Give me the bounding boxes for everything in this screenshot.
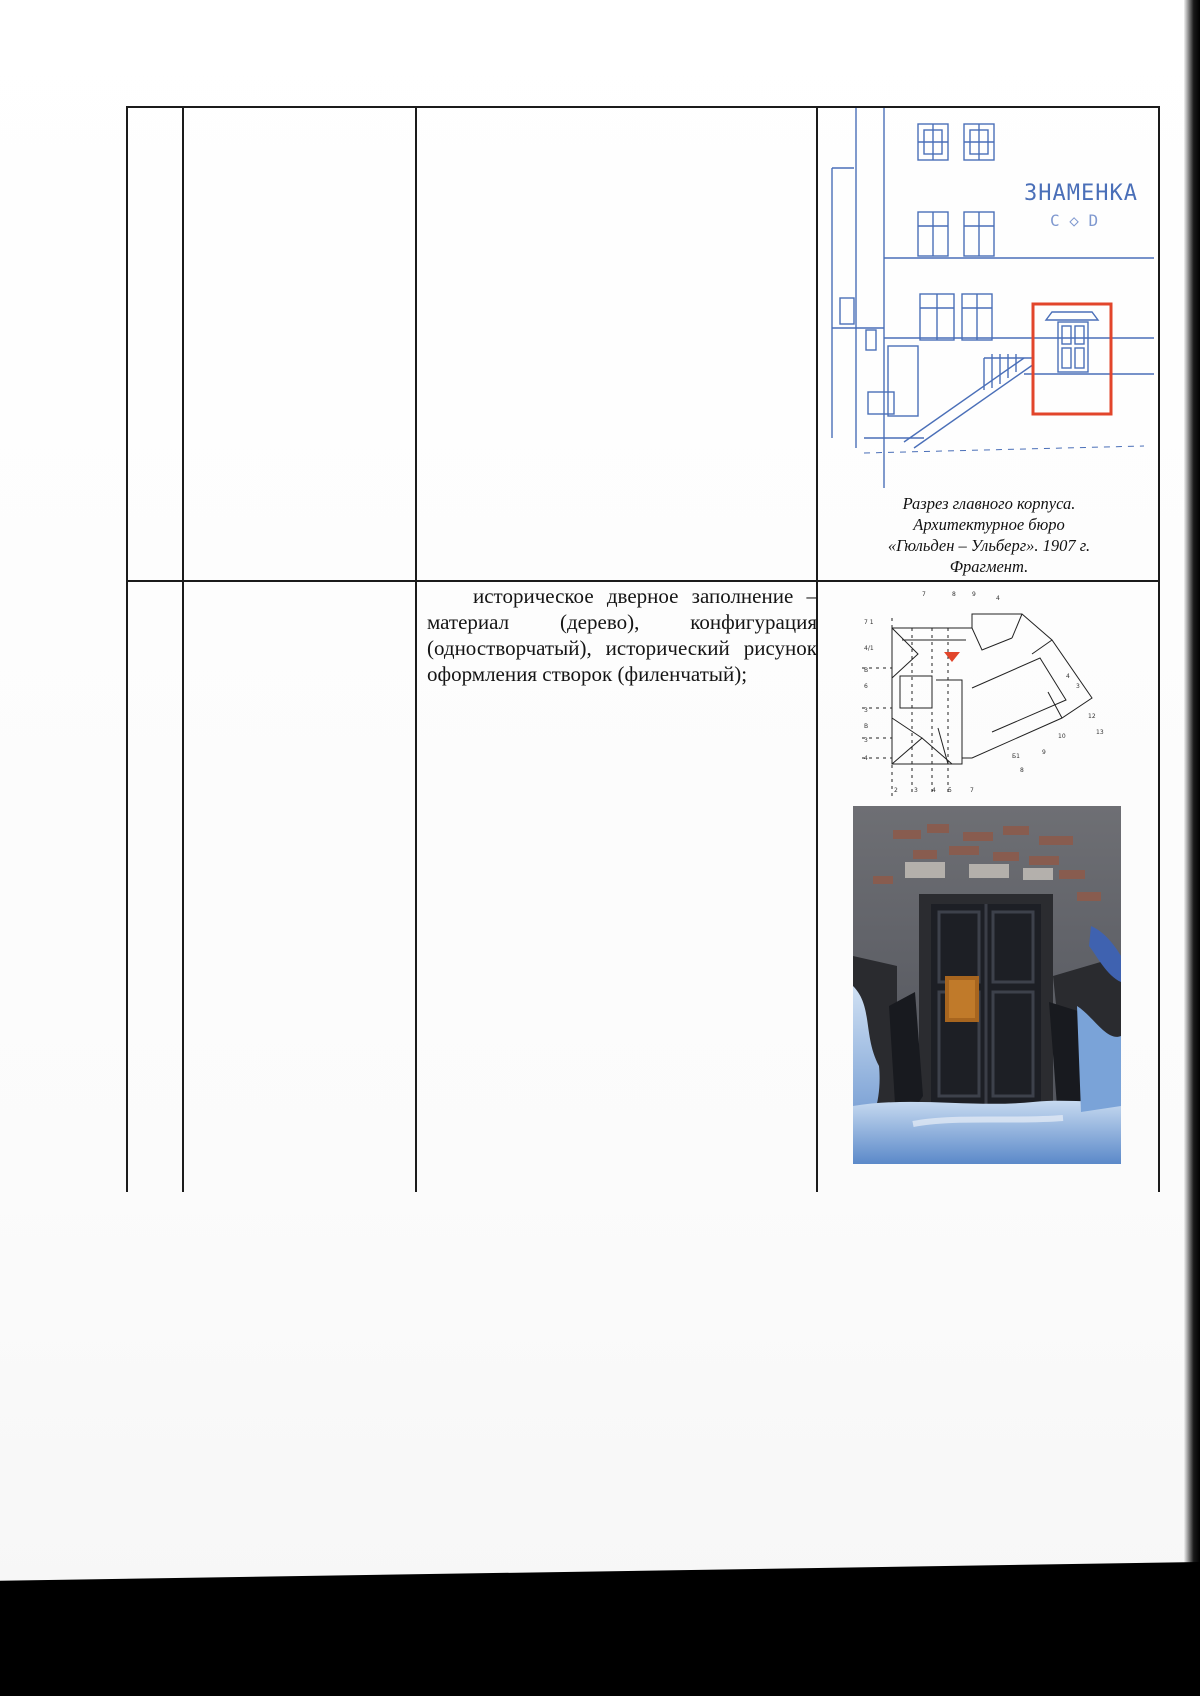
- floor-plan-drawing: [862, 588, 1112, 796]
- svg-text:Б1: Б1: [1012, 753, 1020, 760]
- door-photo: [853, 806, 1121, 1164]
- svg-text:4: 4: [864, 755, 868, 762]
- table-column-divider-1: [182, 106, 184, 1192]
- scan-edge-bottom: [0, 1562, 1200, 1696]
- table-row-divider: [126, 580, 1160, 582]
- svg-text:12: 12: [1088, 713, 1096, 720]
- svg-text:B: B: [864, 723, 869, 730]
- svg-text:4: 4: [932, 787, 936, 794]
- door-description: историческое дверное заполнение – материал (дерево), конфигурация (одностворчатый), исторический рисунок оформления створок (филенчатый);: [427, 584, 817, 686]
- svg-text:4/1: 4/1: [864, 645, 874, 652]
- svg-text:8: 8: [952, 591, 956, 598]
- svg-text:C ◇ D: C ◇ D: [1050, 211, 1099, 230]
- svg-text:4: 4: [1066, 673, 1070, 680]
- svg-text:6: 6: [864, 683, 868, 690]
- caption-line-1: Разрез главного корпуса.: [902, 494, 1076, 513]
- svg-text:7: 7: [970, 787, 974, 794]
- svg-text:3: 3: [1076, 683, 1080, 690]
- svg-text:3: 3: [914, 787, 918, 794]
- svg-text:8: 8: [1020, 767, 1024, 774]
- svg-text:B: B: [864, 667, 869, 674]
- svg-text:10: 10: [1058, 733, 1066, 740]
- door-location-marker: [944, 652, 960, 662]
- svg-text:7 1: 7 1: [864, 619, 874, 626]
- svg-text:5: 5: [948, 787, 952, 794]
- table-column-divider-2: [415, 106, 417, 1192]
- facade-sign-text: ЗНАМЕНКА: [1024, 181, 1138, 206]
- svg-text:3: 3: [864, 737, 868, 744]
- svg-text:2: 2: [894, 787, 898, 794]
- svg-text:9: 9: [972, 591, 976, 598]
- svg-text:4: 4: [996, 595, 1000, 602]
- svg-text:3: 3: [864, 707, 868, 714]
- facade-section-drawing: [824, 108, 1154, 488]
- caption-line-4: Фрагмент.: [949, 557, 1029, 576]
- table-border-right: [1158, 106, 1160, 1192]
- svg-text:9: 9: [1042, 749, 1046, 756]
- caption-line-3: «Гюльден – Ульберг». 1907 г.: [887, 536, 1091, 555]
- scan-edge-right: [1184, 0, 1200, 1696]
- table-border-left: [126, 106, 128, 1192]
- figure-caption: [824, 493, 1154, 577]
- svg-text:13: 13: [1096, 729, 1104, 736]
- svg-text:7: 7: [922, 591, 926, 598]
- caption-line-2: Архитектурное бюро: [913, 515, 1065, 534]
